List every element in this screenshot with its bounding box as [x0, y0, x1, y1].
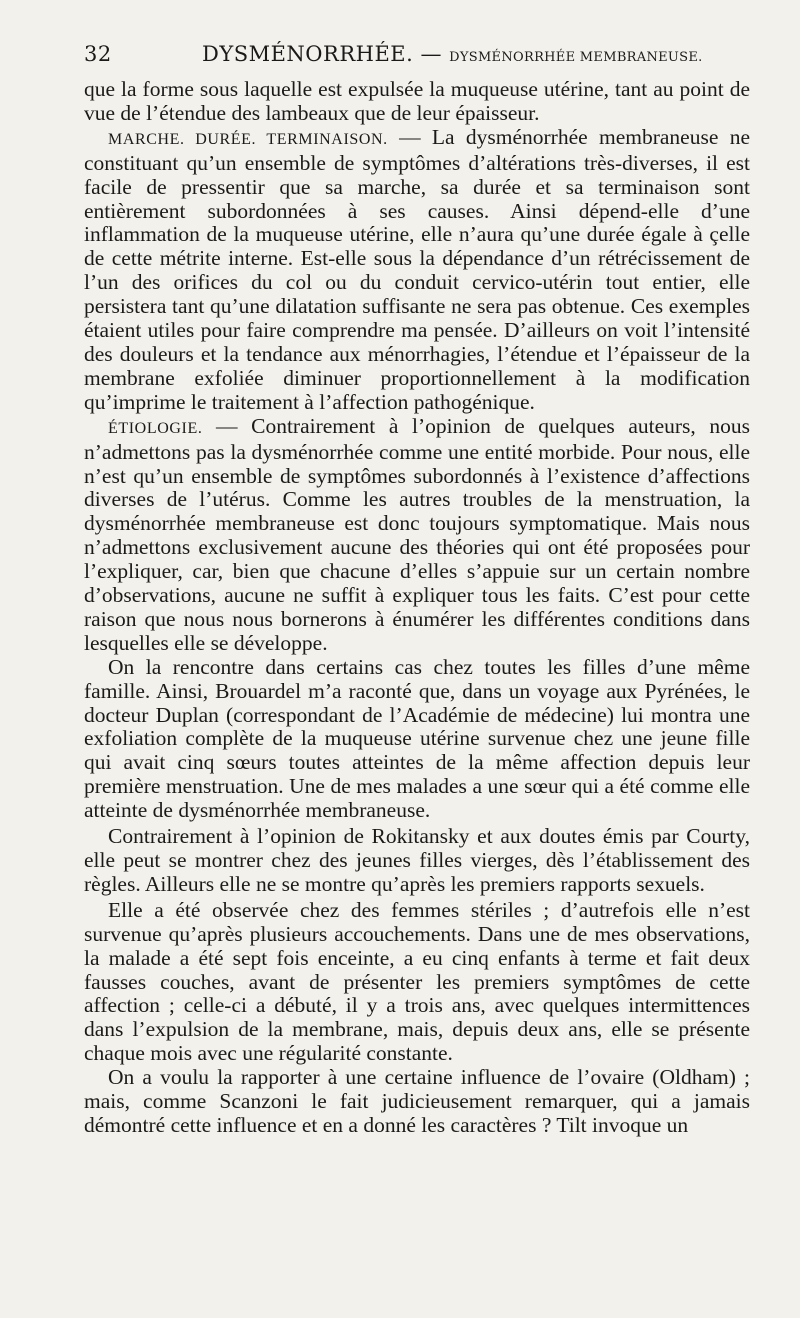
paragraph-rokitansky: Contrairement à l’opinion de Rokitansky et aux doutes émis par Courty, elle peut se montrer chez des jeunes filles vierges, dès l’établissement des règles. Ailleurs elle ne se montre qu’après les premiers rapports sexuels.	[84, 824, 750, 896]
body-text	[84, 78, 750, 1138]
paragraph-ovaire: On a voulu la rapporter à une certaine influence de l’ovaire (Oldham) ; mais, comme Scanzoni le fait judicieusement remarquer, qui a jamais démontré cette influence et en a donné les caractères ? Tilt invoque un	[84, 1065, 750, 1137]
paragraph-marche	[84, 126, 750, 415]
running-title-sub: DYSMÉNORRHÉE MEMBRANEUSE.	[449, 50, 703, 65]
section-heading-etiologie: ÉTIOLOGIE.	[108, 419, 203, 437]
paragraph-etiologie	[84, 415, 750, 656]
running-title	[202, 42, 703, 66]
paragraph-marche-text: — La dysménorrhée membraneuse ne constituant qu’un ensemble de symptômes d’altérations très-diverses, il est facile de pressentir que sa marche, sa durée et sa terminaison sont entièrement subordonnées à ses causes. Ainsi dépend-elle d’une inflammation de la muqueuse utérine, elle n’aura qu’une durée égale à çelle de cette métrite interne. Est-elle sous la dépendance d’un rétrécissement de l’un des orifices du col ou du conduit cervico-utérin tout entier, elle persistera tant qu’une dilatation suffisante ne sera pas obtenue. Ces exemples étaient utiles pour faire comprendre ma pensée. D’ailleurs on voit l’intensité des douleurs et la tendance aux ménorrhagies, l’étendue et l’épaisseur de la membrane exfoliée diminuer proportionnellement à la modification qu’imprime le traitement à l’affection pathogénique.	[84, 124, 750, 414]
running-title-separator: —	[413, 42, 450, 66]
running-title-main: DYSMÉNORRHÉE.	[202, 42, 414, 66]
page-number: 32	[84, 42, 112, 66]
running-head	[84, 38, 750, 78]
paragraph-famille: On la rencontre dans certains cas chez toutes les filles d’une même famille. Ainsi, Brouardel m’a raconté que, dans un voyage aux Pyrénées, le docteur Duplan (correspondant de l’Académie de médecine) lui montra une exfoliation complète de la muqueuse utérine survenue chez une jeune fille qui avait cinq sœurs toutes atteintes de la même affection depuis leur première menstruation. Une de mes malades a une sœur qui a été comme elle atteinte de dysménorrhée membraneuse.	[84, 654, 750, 823]
section-heading-marche: MARCHE. DURÉE. TERMINAISON.	[108, 130, 388, 148]
paragraph-etiologie-text: — Contrairement à l’opinion de quelques auteurs, nous n’admettons pas la dysménorrhée comme une entité morbide. Pour nous, elle n’est qu’un ensemble de symptômes subordonnés à l’existence d’affections diverses de l’utérus. Comme les autres troubles de la menstruation, la dysménorrhée membraneuse est donc toujours symptomatique. Mais nous n’admettons exclusivement aucune des théories qui ont été proposées pour l’expliquer, car, bien que chacune d’elles s’appuie sur un certain nombre d’observations, aucune ne suffit à expliquer tous les faits. C’est pour cette raison que nous nous bornerons à énumérer les différentes conditions dans lesquelles elle se développe.	[84, 413, 750, 655]
paragraph-steriles: Elle a été observée chez des femmes stériles ; d’autrefois elle n’est survenue qu’après plusieurs accouchements. Dans une de mes observations, la malade a été sept fois enceinte, a eu cinq enfants à terme et fait deux fausses couches, avant de présenter les premiers symptômes de cette affection ; celle-ci a débuté, il y a trois ans, avec quelques intermittences dans l’expulsion de la membrane, mais, depuis deux ans, elle se présente chaque mois avec une régularité constante.	[84, 897, 750, 1066]
paragraph-continuation: que la forme sous laquelle est expulsée la muqueuse utérine, tant au point de vue de l’étendue des lambeaux que de leur épaisseur.	[84, 77, 750, 125]
